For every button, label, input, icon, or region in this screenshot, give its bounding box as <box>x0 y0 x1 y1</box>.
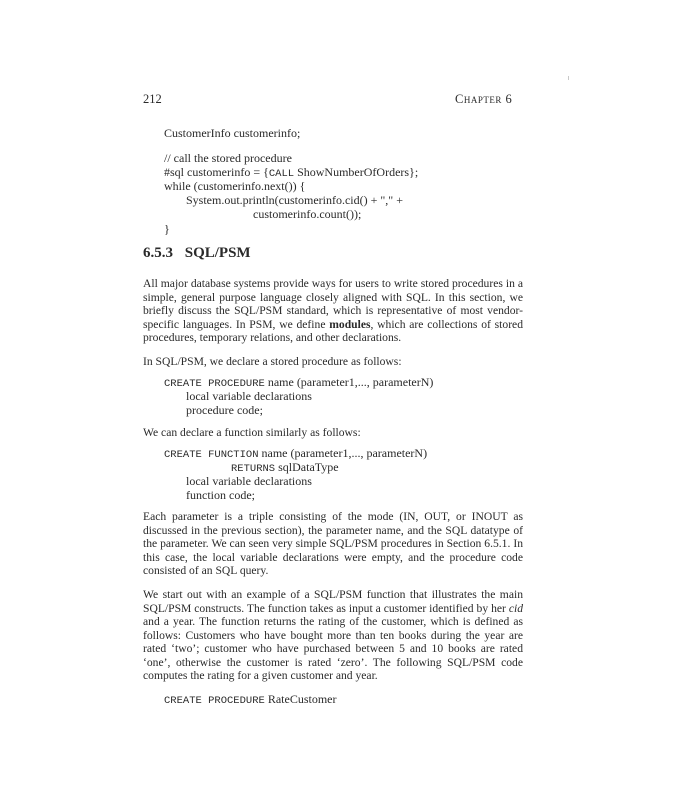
procedure-signature: name (parameter1,..., parameterN) <box>264 375 434 389</box>
cid-term: cid <box>508 601 523 615</box>
paragraph-intro <box>143 277 523 345</box>
scan-speck <box>568 76 569 80</box>
paragraph-example-text-b: and a year. The function returns the rating of the customer, which is defined as follows: Customers who have bought more than ten books during the year are rated ‘two’; customer who have purchased between 5 and 10 books are rated ‘one’, otherwise the customer is rated ‘zero’. The following SQL/PSM code computes the rating for a given customer and year. <box>143 615 523 682</box>
function-decl-line-4: function code; <box>186 488 255 502</box>
final-code-line <box>164 692 336 708</box>
procedure-decl-line-2: local variable declarations <box>186 389 312 403</box>
function-signature: name (parameter1,..., parameterN) <box>258 446 428 460</box>
paragraph-example-text-a: We start out with an example of a SQL/PSM function that illustrates the main SQL/PSM constructs. The function takes as input a customer identified by her <box>143 588 523 615</box>
code-call-pre: #sql customerinfo = { <box>164 165 269 179</box>
code-call-post: ShowNumberOfOrders}; <box>294 165 419 179</box>
returns-keyword: RETURNS <box>231 463 276 475</box>
procedure-decl-line-3: procedure code; <box>186 403 263 417</box>
modules-term: modules <box>329 317 371 331</box>
rate-customer-name: RateCustomer <box>264 692 337 706</box>
code-count-line: customerinfo.count()); <box>253 207 362 221</box>
section-number: 6.5.3 <box>143 245 173 261</box>
paragraph-intro-text-b: , which are collections of stored procedures, temporary relations, and other declarations. <box>143 317 523 344</box>
code-close-brace: } <box>164 222 170 236</box>
function-intro: We can declare a function similarly as follows: <box>143 426 361 439</box>
page-number: 212 <box>143 92 162 106</box>
procedure-intro: In SQL/PSM, we declare a stored procedure as follows: <box>143 355 402 368</box>
code-println-line: System.out.println(customerinfo.cid() + "," + <box>186 193 403 207</box>
paragraph-intro-text-a: All major database systems provide ways for users to write stored procedures in a simple, general purpose language closely aligned with SQL. In this section, we briefly discuss the SQL/PSM standard, which is representative of most vendor-specific languages. In PSM, we define <box>143 277 523 331</box>
create-function-keyword: CREATE FUNCTION <box>164 449 259 461</box>
final-create-procedure-keyword: CREATE PROCEDURE <box>164 695 265 707</box>
paragraph-parameters: Each parameter is a triple consisting of the mode (IN, OUT, or INOUT as discussed in the previous section), the parameter name, and the SQL datatype of the parameter. We can seen very simple SQL/PSM procedures in Section 6.5.1. In this case, the local variable declarations were empty, and the procedure code consisted of an SQL query. <box>143 510 523 577</box>
create-procedure-keyword: CREATE PROCEDURE <box>164 378 265 390</box>
paragraph-example <box>143 588 523 683</box>
section-title: SQL/PSM <box>184 245 251 261</box>
returns-type: sqlDataType <box>275 460 339 474</box>
code-call-keyword: CALL <box>268 168 295 180</box>
code-comment: // call the stored procedure <box>164 151 292 165</box>
code-line-1: CustomerInfo customerinfo; <box>164 126 301 140</box>
function-decl-line-3: local variable declarations <box>186 474 312 488</box>
chapter-label: Chapter 6 <box>455 92 513 106</box>
code-while-line: while (customerinfo.next()) { <box>164 179 306 193</box>
section-heading <box>143 245 251 262</box>
